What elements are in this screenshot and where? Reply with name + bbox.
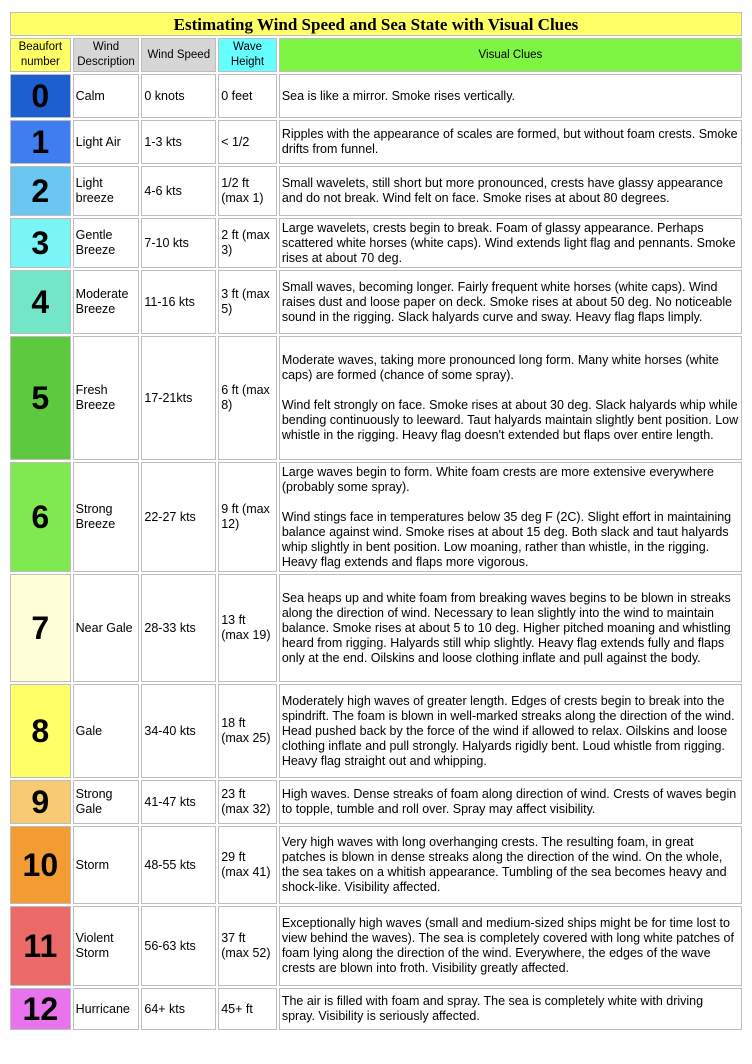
table-row xyxy=(10,74,742,118)
wind-speed-cell: 7-10 kts xyxy=(141,218,216,268)
wind-description-cell: Strong Gale xyxy=(73,780,140,824)
wave-height-cell: 23 ft (max 32) xyxy=(218,780,277,824)
wind-speed-cell: 1-3 kts xyxy=(141,120,216,164)
wave-height-cell: 0 feet xyxy=(218,74,277,118)
header-wave-height: Wave Height xyxy=(218,38,277,72)
wind-speed-cell: 28-33 kts xyxy=(141,574,216,682)
wind-description-cell: Gentle Breeze xyxy=(73,218,140,268)
wind-description-cell: Gale xyxy=(73,684,140,778)
beaufort-number-cell: 1 xyxy=(10,120,71,164)
beaufort-number-cell: 4 xyxy=(10,270,71,334)
visual-clues-cell: Ripples with the appearance of scales are formed, but without foam crests. Smoke drifts from funnel. xyxy=(279,120,742,164)
wind-description-cell: Violent Storm xyxy=(73,906,140,986)
header-wind-speed: Wind Speed xyxy=(141,38,216,72)
visual-clues-cell: Moderately high waves of greater length. Edges of crests begin to break into the spindrift. The foam is blown in well-marked streaks along the direction of the wind. Head pushed back by the force of the wind if allowed to relax. Oilskins and loose clothing inflate and pull strongly. Halyards rigidly bent. Loud whistle from rigging. Heavy flag straight out and whipping. xyxy=(279,684,742,778)
beaufort-number-cell: 12 xyxy=(10,988,71,1030)
visual-clues-cell: Small waves, becoming longer. Fairly frequent white horses (white caps). Wind raises dust and loose paper on deck. Smoke rises at about 50 deg. No noticeable sound in the rigging. Slack halyards curve and sway. Heavy flag flaps limply. xyxy=(279,270,742,334)
wind-description-cell: Strong Breeze xyxy=(73,462,140,572)
table-row xyxy=(10,906,742,986)
visual-clues-cell: High waves. Dense streaks of foam along direction of wind. Crests of waves begin to topple, tumble and roll over. Spray may affect visibility. xyxy=(279,780,742,824)
wind-speed-cell: 48-55 kts xyxy=(141,826,216,904)
wind-description-cell: Hurricane xyxy=(73,988,140,1030)
visual-clues-cell: Exceptionally high waves (small and medium-sized ships might be for time lost to view behind the waves). The sea is completely covered with long white patches of foam lying along the direction of the wind. Everywhere, the edges of the wave crests are blown into froth. Visibility greatly affected. xyxy=(279,906,742,986)
wind-description-cell: Fresh Breeze xyxy=(73,336,140,460)
wind-description-cell: Calm xyxy=(73,74,140,118)
wave-height-cell: 1/2 ft (max 1) xyxy=(218,166,277,216)
table-title: Estimating Wind Speed and Sea State with Visual Clues xyxy=(10,12,742,36)
title-row xyxy=(10,12,742,36)
visual-clues-cell: Very high waves with long overhanging crests. The resulting foam, in great patches is blown in dense streaks along the direction of the wind. On the whole, the sea takes on a whitish appearance. Tumbling of the sea becomes heavy and shock-like. Visibility affected. xyxy=(279,826,742,904)
visual-clues-cell: Moderate waves, taking more pronounced long form. Many white horses (white caps) are formed (chance of some spray). Wind felt strongly on face. Smoke rises at about 30 deg. Slack halyards whip while bending continuously to leeward. Taut halyards maintain slightly bent position. Low whistle in the rigging. Heavy flag doesn't extended but flaps over entire length. xyxy=(279,336,742,460)
beaufort-number-cell: 6 xyxy=(10,462,71,572)
wind-speed-cell: 0 knots xyxy=(141,74,216,118)
page-container xyxy=(8,10,744,1032)
visual-clues-cell: Sea is like a mirror. Smoke rises vertically. xyxy=(279,74,742,118)
table-row xyxy=(10,336,742,460)
wind-speed-cell: 4-6 kts xyxy=(141,166,216,216)
header-row xyxy=(10,38,742,72)
wind-speed-cell: 41-47 kts xyxy=(141,780,216,824)
wind-description-cell: Moderate Breeze xyxy=(73,270,140,334)
wave-height-cell: 37 ft (max 52) xyxy=(218,906,277,986)
table-row xyxy=(10,780,742,824)
beaufort-number-cell: 7 xyxy=(10,574,71,682)
table-row xyxy=(10,270,742,334)
table-row xyxy=(10,684,742,778)
wind-speed-cell: 56-63 kts xyxy=(141,906,216,986)
beaufort-number-cell: 2 xyxy=(10,166,71,216)
visual-clues-cell: Small wavelets, still short but more pronounced, crests have glassy appearance and do not break. Wind felt on face. Smoke rises at about 80 degrees. xyxy=(279,166,742,216)
wave-height-cell: 3 ft (max 5) xyxy=(218,270,277,334)
beaufort-number-cell: 10 xyxy=(10,826,71,904)
visual-clues-cell: Sea heaps up and white foam from breaking waves begins to be blown in streaks along the direction of wind. Necessary to lean slightly into the wind to maintain balance. Smoke rises at about 5 to 10 deg. Higher pitched moaning and whistling heard from rigging. Halyards still whip slightly. Heavy flag extends fully and flaps only at the end. Oilskins and loose clothing inflate and pull against the body. xyxy=(279,574,742,682)
visual-clues-cell: The air is filled with foam and spray. The sea is completely white with driving spray. Visibility is seriously affected. xyxy=(279,988,742,1030)
table-row xyxy=(10,120,742,164)
wave-height-cell: 45+ ft xyxy=(218,988,277,1030)
beaufort-table xyxy=(8,10,744,1032)
wind-description-cell: Storm xyxy=(73,826,140,904)
wind-speed-cell: 11-16 kts xyxy=(141,270,216,334)
header-beaufort-number: Beaufort number xyxy=(10,38,71,72)
wave-height-cell: 29 ft (max 41) xyxy=(218,826,277,904)
header-visual-clues: Visual Clues xyxy=(279,38,742,72)
table-row xyxy=(10,166,742,216)
table-row xyxy=(10,574,742,682)
wave-height-cell: < 1/2 xyxy=(218,120,277,164)
wind-speed-cell: 64+ kts xyxy=(141,988,216,1030)
visual-clues-cell: Large waves begin to form. White foam crests are more extensive everywhere (probably some spray). Wind stings face in temperatures below 35 deg F (2C). Slight effort in maintaining balance against wind. Smoke rises at about 15 deg. Both slack and taut halyards whip slightly in bent position. Low moaning, rather than whistle, in the rigging. Heavy flag extends and flaps more vigorous. xyxy=(279,462,742,572)
visual-clues-cell: Large wavelets, crests begin to break. Foam of glassy appearance. Perhaps scattered white horses (white caps). Wind extends light flag and pennants. Smoke rises at about 70 deg. xyxy=(279,218,742,268)
wave-height-cell: 9 ft (max 12) xyxy=(218,462,277,572)
wind-speed-cell: 34-40 kts xyxy=(141,684,216,778)
beaufort-number-cell: 0 xyxy=(10,74,71,118)
beaufort-number-cell: 3 xyxy=(10,218,71,268)
beaufort-number-cell: 8 xyxy=(10,684,71,778)
wave-height-cell: 13 ft (max 19) xyxy=(218,574,277,682)
wind-description-cell: Light Air xyxy=(73,120,140,164)
table-row xyxy=(10,218,742,268)
table-row xyxy=(10,462,742,572)
beaufort-number-cell: 9 xyxy=(10,780,71,824)
wave-height-cell: 2 ft (max 3) xyxy=(218,218,277,268)
table-row xyxy=(10,988,742,1030)
wind-speed-cell: 22-27 kts xyxy=(141,462,216,572)
beaufort-number-cell: 5 xyxy=(10,336,71,460)
wind-speed-cell: 17-21kts xyxy=(141,336,216,460)
wind-description-cell: Near Gale xyxy=(73,574,140,682)
wave-height-cell: 18 ft (max 25) xyxy=(218,684,277,778)
wave-height-cell: 6 ft (max 8) xyxy=(218,336,277,460)
beaufort-number-cell: 11 xyxy=(10,906,71,986)
wind-description-cell: Light breeze xyxy=(73,166,140,216)
table-row xyxy=(10,826,742,904)
header-wind-description: Wind Description xyxy=(73,38,140,72)
